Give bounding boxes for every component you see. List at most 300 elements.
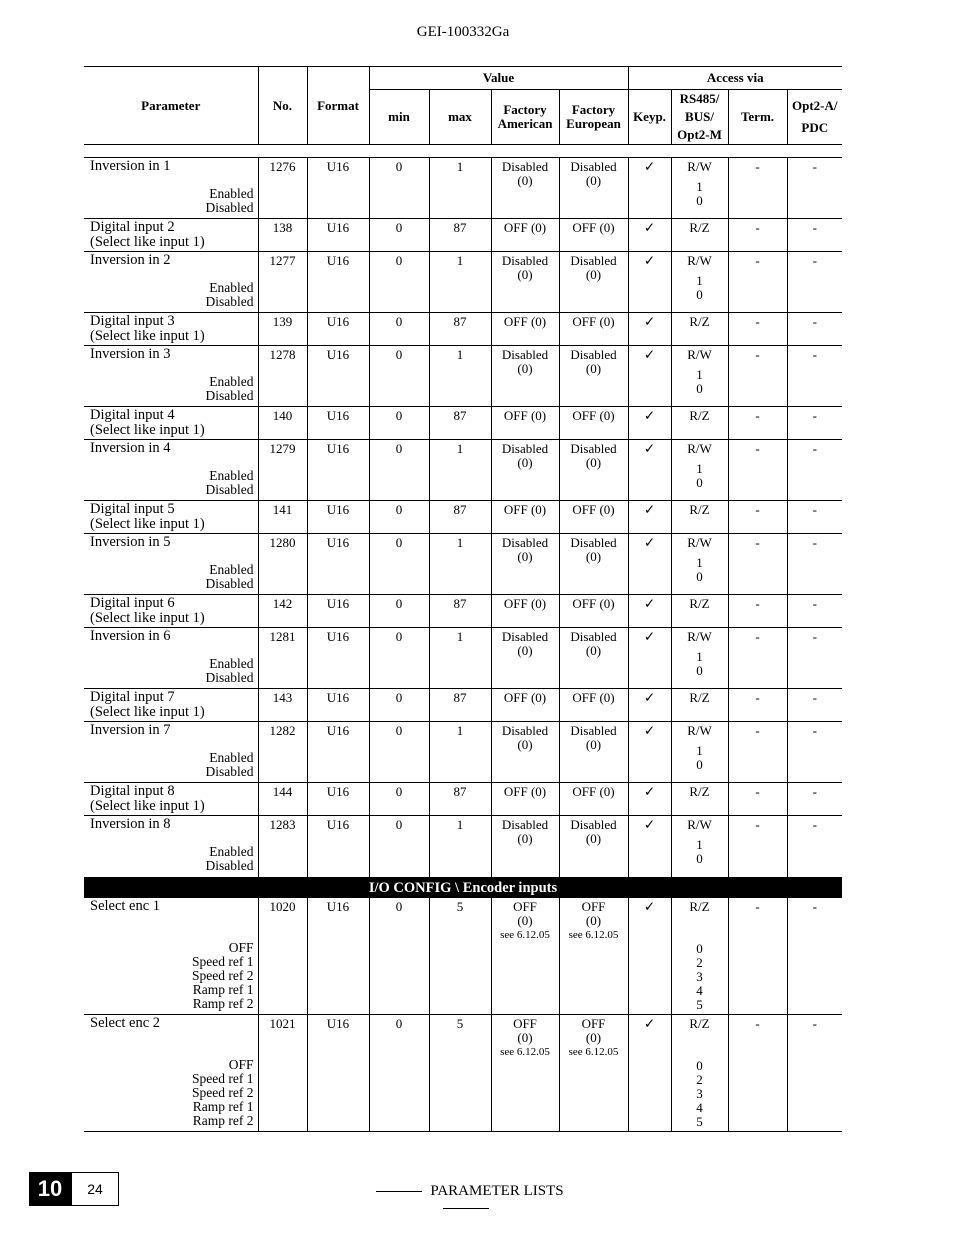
factory-european-cell	[559, 689, 628, 722]
opt2-access-cell: -	[787, 252, 842, 313]
bus-access-cell	[671, 407, 728, 440]
default-value-line: (0)	[585, 549, 602, 564]
parameter-cell	[84, 313, 258, 346]
default-value-line: OFF (0)	[503, 690, 547, 705]
default-value-line: (0)	[517, 737, 533, 752]
bus-access-cell	[671, 534, 728, 595]
bus-access-cell	[671, 501, 728, 534]
footer-title	[341, 1183, 591, 1217]
factory-american-cell	[491, 534, 559, 595]
section-header-row	[84, 878, 842, 898]
header-line: BUS/	[685, 109, 714, 124]
parameter-cell	[84, 534, 258, 595]
terminal-access-cell: -	[728, 1015, 787, 1132]
default-value-line: (0)	[585, 267, 602, 282]
opt2-access-cell: -	[787, 219, 842, 252]
bus-access-cell	[671, 440, 728, 501]
max-cell: 87	[429, 219, 491, 252]
default-value-line: Disabled	[570, 253, 617, 268]
header-line: Opt2-M	[677, 127, 722, 142]
keypad-check-icon: ✓	[628, 783, 671, 816]
default-value-note: see 6.12.05	[568, 1046, 619, 1058]
bus-access-mode: R/W	[687, 253, 712, 268]
bus-access-cell	[671, 595, 728, 628]
bus-access-cell	[671, 628, 728, 689]
bus-access-cell	[671, 158, 728, 219]
option-list	[90, 375, 258, 403]
default-value-line: OFF (0)	[572, 502, 615, 517]
default-value-line: Disabled	[501, 535, 549, 550]
option-code: 0	[696, 381, 703, 396]
table-row	[84, 501, 842, 534]
parameter-cell	[84, 219, 258, 252]
format-cell: U16	[307, 816, 369, 878]
factory-european-cell	[559, 722, 628, 783]
default-value-line: OFF	[581, 1016, 606, 1031]
parameter-subtitle: (Select like input 1)	[90, 798, 205, 814]
page-number: 24	[71, 1172, 119, 1206]
default-value-line: OFF	[513, 899, 537, 914]
keypad-check-icon: ✓	[628, 689, 671, 722]
bus-access-cell	[671, 313, 728, 346]
param-number: 141	[258, 501, 307, 534]
factory-american-cell	[491, 628, 559, 689]
bus-access-mode: R/W	[687, 347, 712, 362]
default-value-line: Disabled	[570, 347, 617, 362]
header-line: Opt2-A/	[792, 98, 838, 113]
max-cell: 1	[429, 722, 491, 783]
terminal-access-cell: -	[728, 689, 787, 722]
param-number: 140	[258, 407, 307, 440]
col-header-format: Format	[307, 67, 369, 145]
parameter-subtitle: (Select like input 1)	[90, 704, 205, 720]
option-label: Disabled	[205, 764, 254, 779]
param-number: 144	[258, 783, 307, 816]
factory-european-cell	[559, 898, 628, 1015]
keypad-check-icon: ✓	[628, 440, 671, 501]
parameter-cell	[84, 628, 258, 689]
parameter-name: Inversion in 8	[90, 816, 171, 832]
min-cell: 0	[369, 440, 429, 501]
keypad-check-icon: ✓	[628, 346, 671, 407]
max-cell: 87	[429, 501, 491, 534]
param-number: 1282	[258, 722, 307, 783]
min-cell: 0	[369, 689, 429, 722]
option-code: 3	[696, 1086, 703, 1101]
factory-european-cell	[559, 219, 628, 252]
min-cell: 0	[369, 595, 429, 628]
bus-access-mode: R/Z	[689, 899, 710, 914]
bus-access-cell	[671, 816, 728, 878]
default-value-line: OFF (0)	[503, 596, 547, 611]
bus-access-mode: R/W	[687, 817, 712, 832]
max-cell: 1	[429, 816, 491, 878]
factory-american-cell	[491, 440, 559, 501]
terminal-access-cell: -	[728, 440, 787, 501]
default-value-line: (0)	[517, 643, 533, 658]
option-label: Ramp ref 2	[192, 1113, 254, 1128]
opt2-access-cell: -	[787, 313, 842, 346]
format-cell: U16	[307, 346, 369, 407]
option-label: OFF	[228, 1057, 254, 1072]
option-label: Disabled	[205, 200, 254, 215]
option-list	[90, 941, 258, 1011]
default-value-line: OFF (0)	[503, 502, 547, 517]
factory-european-cell	[559, 628, 628, 689]
option-label: Speed ref 1	[192, 954, 254, 969]
default-value-note: see 6.12.05	[568, 929, 619, 941]
opt2-access-cell: -	[787, 501, 842, 534]
option-label: Enabled	[209, 186, 254, 201]
option-list	[90, 657, 258, 685]
option-code: 5	[696, 1114, 703, 1129]
factory-american-cell	[491, 816, 559, 878]
factory-american-cell	[491, 595, 559, 628]
factory-european-cell	[559, 158, 628, 219]
min-cell: 0	[369, 898, 429, 1015]
terminal-access-cell: -	[728, 158, 787, 219]
option-code: 5	[696, 997, 703, 1012]
format-cell: U16	[307, 219, 369, 252]
bus-access-mode: R/Z	[689, 408, 710, 423]
param-number: 142	[258, 595, 307, 628]
option-code: 0	[696, 569, 703, 584]
option-code: 4	[696, 983, 703, 998]
default-value-line: (0)	[585, 361, 602, 376]
default-value-line: (0)	[585, 1030, 602, 1045]
max-cell: 1	[429, 628, 491, 689]
param-number: 1021	[258, 1015, 307, 1132]
terminal-access-cell: -	[728, 783, 787, 816]
default-value-line: Disabled	[570, 723, 617, 738]
parameter-name: Digital input 2	[90, 219, 175, 235]
min-cell: 0	[369, 628, 429, 689]
min-cell: 0	[369, 407, 429, 440]
max-cell: 87	[429, 595, 491, 628]
table-body	[84, 145, 842, 1132]
default-value-line: Disabled	[570, 629, 617, 644]
param-number: 1277	[258, 252, 307, 313]
option-label: Disabled	[205, 670, 254, 685]
factory-european-cell	[559, 346, 628, 407]
opt2-access-cell: -	[787, 783, 842, 816]
opt2-access-cell: -	[787, 898, 842, 1015]
code-list	[672, 744, 728, 772]
bus-access-mode: R/Z	[689, 502, 710, 517]
option-label: Disabled	[205, 482, 254, 497]
code-list	[672, 462, 728, 490]
max-cell: 5	[429, 1015, 491, 1132]
default-value-line: (0)	[517, 361, 533, 376]
parameter-name: Inversion in 4	[90, 440, 171, 456]
footer-rule-right	[443, 1208, 489, 1209]
code-list	[672, 368, 728, 396]
option-code: 1	[696, 367, 703, 382]
keypad-check-icon: ✓	[628, 816, 671, 878]
option-code: 0	[696, 941, 703, 956]
parameter-subtitle: (Select like input 1)	[90, 516, 205, 532]
param-number: 1020	[258, 898, 307, 1015]
factory-american-cell	[491, 313, 559, 346]
format-cell: U16	[307, 252, 369, 313]
default-value-line: (0)	[517, 549, 533, 564]
option-label: Disabled	[205, 858, 254, 873]
parameter-subtitle: (Select like input 1)	[90, 610, 205, 626]
format-cell: U16	[307, 595, 369, 628]
parameter-name: Digital input 5	[90, 501, 175, 517]
keypad-check-icon: ✓	[628, 407, 671, 440]
factory-american-cell	[491, 407, 559, 440]
option-code: 1	[696, 179, 703, 194]
factory-american-cell	[491, 898, 559, 1015]
default-value-line: Disabled	[570, 159, 617, 174]
format-cell: U16	[307, 783, 369, 816]
default-value-line: (0)	[585, 831, 602, 846]
default-value-line: Disabled	[501, 441, 549, 456]
option-label: Enabled	[209, 374, 254, 389]
option-list	[90, 751, 258, 779]
max-cell: 5	[429, 898, 491, 1015]
param-number: 143	[258, 689, 307, 722]
footer-title-text: PARAMETER LISTS	[430, 1183, 564, 1199]
min-cell: 0	[369, 1015, 429, 1132]
max-cell: 1	[429, 252, 491, 313]
default-value-line: Disabled	[501, 347, 549, 362]
header-line: Factory	[571, 102, 616, 117]
param-number: 1283	[258, 816, 307, 878]
opt2-access-cell: -	[787, 689, 842, 722]
opt2-access-cell: -	[787, 407, 842, 440]
option-list	[90, 1058, 258, 1128]
keypad-check-icon: ✓	[628, 252, 671, 313]
code-list	[672, 180, 728, 208]
factory-european-cell	[559, 595, 628, 628]
bus-access-mode: R/Z	[689, 690, 710, 705]
table-row	[84, 407, 842, 440]
min-cell: 0	[369, 219, 429, 252]
default-value-line: OFF	[513, 1016, 537, 1031]
parameter-subtitle: (Select like input 1)	[90, 328, 205, 344]
parameter-cell	[84, 501, 258, 534]
terminal-access-cell: -	[728, 628, 787, 689]
keypad-check-icon: ✓	[628, 1015, 671, 1132]
format-cell: U16	[307, 628, 369, 689]
min-cell: 0	[369, 722, 429, 783]
terminal-access-cell: -	[728, 501, 787, 534]
default-value-note: see 6.12.05	[500, 929, 550, 941]
format-cell: U16	[307, 407, 369, 440]
max-cell: 87	[429, 313, 491, 346]
option-code: 0	[696, 1058, 703, 1073]
parameter-cell	[84, 1015, 258, 1132]
parameter-name: Inversion in 1	[90, 158, 171, 174]
default-value-line: OFF (0)	[572, 690, 615, 705]
parameter-cell	[84, 722, 258, 783]
bus-access-mode: R/W	[687, 535, 712, 550]
parameter-cell	[84, 407, 258, 440]
terminal-access-cell: -	[728, 346, 787, 407]
max-cell: 87	[429, 689, 491, 722]
format-cell: U16	[307, 534, 369, 595]
opt2-access-cell: -	[787, 722, 842, 783]
col-header-factory-american	[491, 90, 559, 145]
bus-access-mode: R/W	[687, 723, 712, 738]
default-value-line: (0)	[517, 913, 533, 928]
default-value-line: Disabled	[501, 817, 549, 832]
factory-american-cell	[491, 722, 559, 783]
code-list	[672, 556, 728, 584]
factory-european-cell	[559, 816, 628, 878]
parameter-name: Inversion in 2	[90, 252, 171, 268]
default-value-line: (0)	[517, 1030, 533, 1045]
code-list	[672, 838, 728, 866]
table-row	[84, 346, 842, 407]
default-value-line: OFF (0)	[572, 220, 615, 235]
option-label: Disabled	[205, 576, 254, 591]
factory-american-cell	[491, 501, 559, 534]
table-row	[84, 628, 842, 689]
min-cell: 0	[369, 346, 429, 407]
min-cell: 0	[369, 783, 429, 816]
bus-access-mode: R/W	[687, 159, 712, 174]
terminal-access-cell: -	[728, 595, 787, 628]
section-title: I/O CONFIG \ Encoder inputs	[84, 878, 842, 898]
option-label: Disabled	[205, 294, 254, 309]
col-header-term: Term.	[728, 90, 787, 145]
parameter-name: Select enc 2	[90, 1015, 161, 1031]
table-row	[84, 440, 842, 501]
default-value-line: OFF (0)	[503, 784, 547, 799]
default-value-line: (0)	[585, 173, 602, 188]
option-label: Speed ref 1	[192, 1071, 254, 1086]
document-id: GEI-100332Ga	[416, 24, 510, 40]
option-code: 1	[696, 837, 703, 852]
factory-american-cell	[491, 689, 559, 722]
default-value-line: (0)	[517, 173, 533, 188]
parameter-cell	[84, 440, 258, 501]
keypad-check-icon: ✓	[628, 501, 671, 534]
bus-access-mode: R/Z	[689, 220, 710, 235]
factory-american-cell	[491, 252, 559, 313]
col-header-parameter: Parameter	[141, 97, 201, 113]
option-code: 0	[696, 757, 703, 772]
default-value-line: (0)	[585, 643, 602, 658]
option-label: Ramp ref 1	[192, 1099, 254, 1114]
table-row	[84, 534, 842, 595]
col-header-keyp: Keyp.	[628, 90, 671, 145]
option-code: 0	[696, 287, 703, 302]
parameter-name: Select enc 1	[90, 898, 161, 914]
factory-european-cell	[559, 534, 628, 595]
opt2-access-cell: -	[787, 534, 842, 595]
bus-access-cell	[671, 722, 728, 783]
bus-access-mode: R/W	[687, 629, 712, 644]
default-value-line: Disabled	[501, 253, 549, 268]
parameter-name: Digital input 3	[90, 313, 175, 329]
table-row	[84, 158, 842, 219]
table-row	[84, 816, 842, 878]
min-cell: 0	[369, 158, 429, 219]
col-header-opt2	[787, 90, 842, 145]
option-label: OFF	[228, 940, 254, 955]
default-value-line: OFF (0)	[572, 784, 615, 799]
table-row	[84, 1015, 842, 1132]
parameter-cell	[84, 158, 258, 219]
header-line: American	[497, 116, 553, 131]
code-list	[672, 1059, 728, 1129]
option-label: Disabled	[205, 388, 254, 403]
option-list	[90, 187, 258, 215]
opt2-access-cell: -	[787, 440, 842, 501]
factory-american-cell	[491, 219, 559, 252]
option-code: 1	[696, 461, 703, 476]
code-list	[672, 274, 728, 302]
factory-american-cell	[491, 1015, 559, 1132]
parameter-name: Digital input 6	[90, 595, 175, 611]
table-row	[84, 722, 842, 783]
parameter-cell	[84, 898, 258, 1015]
default-value-line: OFF (0)	[503, 314, 547, 329]
parameter-cell	[84, 689, 258, 722]
max-cell: 1	[429, 346, 491, 407]
param-number: 1281	[258, 628, 307, 689]
factory-european-cell	[559, 440, 628, 501]
option-code: 1	[696, 743, 703, 758]
max-cell: 1	[429, 440, 491, 501]
format-cell: U16	[307, 440, 369, 501]
option-code: 2	[696, 955, 703, 970]
opt2-access-cell: -	[787, 346, 842, 407]
param-number: 1278	[258, 346, 307, 407]
table-row	[84, 313, 842, 346]
opt2-access-cell: -	[787, 595, 842, 628]
keypad-check-icon: ✓	[628, 898, 671, 1015]
bus-access-mode: R/W	[687, 441, 712, 456]
default-value-line: Disabled	[570, 441, 617, 456]
table-row	[84, 219, 842, 252]
parameter-subtitle: (Select like input 1)	[90, 234, 205, 250]
terminal-access-cell: -	[728, 722, 787, 783]
col-header-access-via: Access via	[628, 67, 842, 90]
default-value-line: (0)	[585, 737, 602, 752]
factory-american-cell	[491, 783, 559, 816]
table-row	[84, 689, 842, 722]
parameter-name: Inversion in 6	[90, 628, 171, 644]
parameter-name: Digital input 8	[90, 783, 175, 799]
bus-access-cell	[671, 783, 728, 816]
keypad-check-icon: ✓	[628, 595, 671, 628]
bus-access-cell	[671, 1015, 728, 1132]
param-number: 1280	[258, 534, 307, 595]
min-cell: 0	[369, 501, 429, 534]
option-code: 1	[696, 273, 703, 288]
default-value-line: Disabled	[501, 723, 549, 738]
bus-access-mode: R/Z	[689, 314, 710, 329]
keypad-check-icon: ✓	[628, 313, 671, 346]
bus-access-mode: R/Z	[689, 784, 710, 799]
parameter-cell	[84, 346, 258, 407]
option-label: Ramp ref 1	[192, 982, 254, 997]
param-number: 1279	[258, 440, 307, 501]
bus-access-cell	[671, 346, 728, 407]
option-label: Enabled	[209, 656, 254, 671]
option-label: Speed ref 2	[192, 1085, 254, 1100]
terminal-access-cell: -	[728, 534, 787, 595]
table-row	[84, 898, 842, 1015]
header-line: RS485/	[679, 91, 720, 106]
default-value-line: OFF (0)	[503, 220, 547, 235]
max-cell: 87	[429, 783, 491, 816]
